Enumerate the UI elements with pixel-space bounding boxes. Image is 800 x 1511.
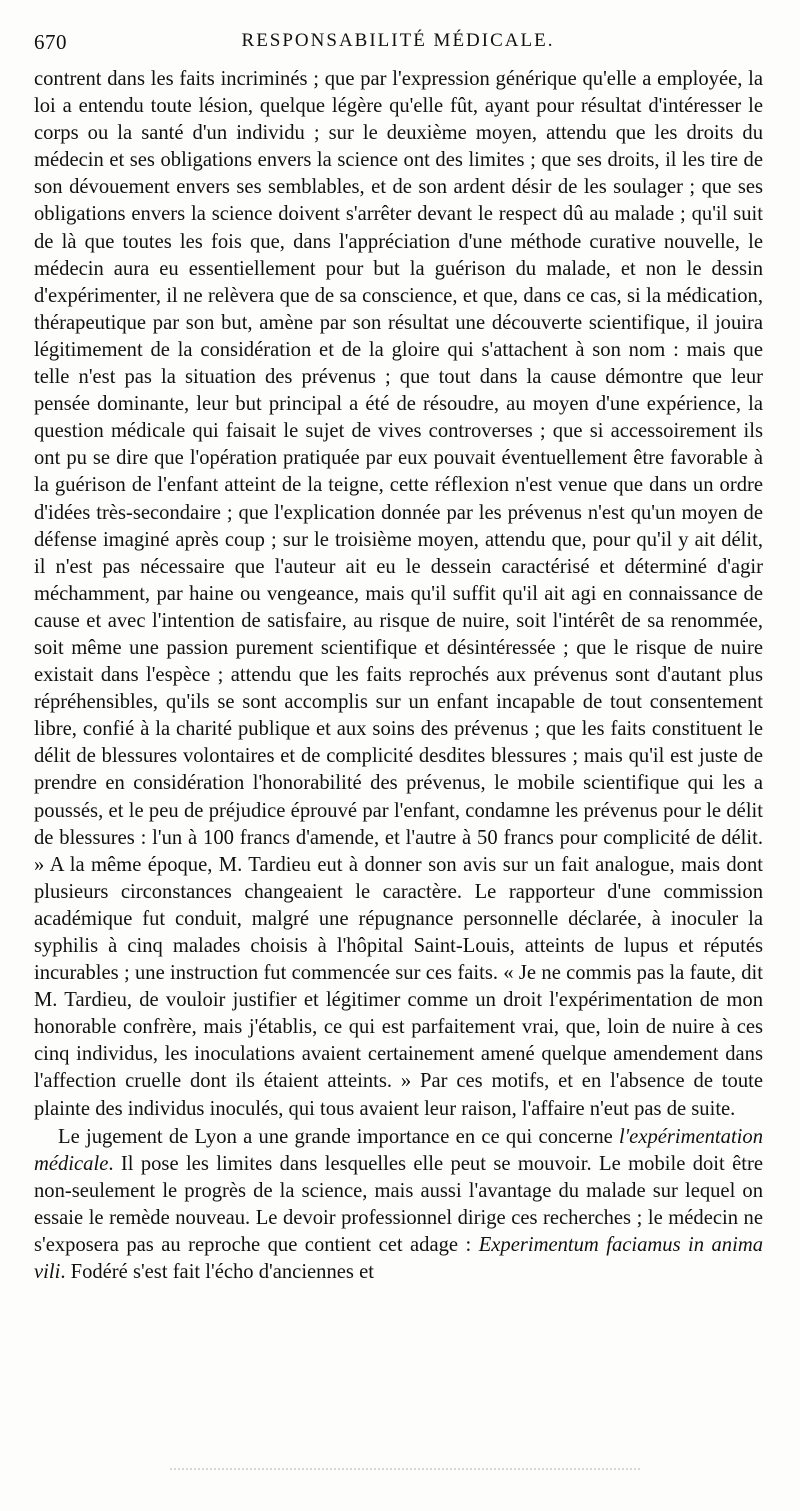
paragraph-2-text-3: . Fodéré s'est fait l'écho d'anciennes et	[60, 1261, 374, 1284]
page-body	[34, 66, 763, 1286]
paragraph-2-text-1: Le jugement de Lyon a une grande importance en ce qui concerne	[58, 1125, 620, 1148]
paragraph-1: contrent dans les faits incriminés ; que par l'expression générique qu'elle a employée, la loi a entendu toute lésion, quelque légère qu'elle fût, ayant pour résultat d'intéresser le corps ou la santé d'un individu ; sur le deuxième moyen, attendu que les droits du médecin et ses obligations envers la science ont des limites ; que ses droits, il les tire de son dévouement envers ses semblables, et de son ardent désir de les soulager ; que ses obligations envers la science doivent s'arrêter devant le respect dû au malade ; qu'il suit de là que toutes les fois que, dans l'appréciation d'une méthode curative nouvelle, le médecin aura eu essentiellement pour but la guérison du malade, et non le dessin d'expérimenter, il ne relèvera que de sa conscience, et que, dans ce cas, si la médication, thérapeutique par son but, amène par son résultat une découverte scientifique, il jouira légitimement de la considération et de la gloire qui s'attachent à son nom : mais que telle n'est pas la situation des prévenus ; que tout dans la cause démontre que leur pensée dominante, leur but principal a été de résoudre, au moyen d'une expérience, la question médicale qui faisait le sujet de vives controverses ; que si accessoirement ils ont pu se dire que l'opération pratiquée par eux pouvait éventuellement être favorable à la guérison de l'enfant atteint de la teigne, cette réflexion n'est venue que dans un ordre d'idées très-secondaire ; que l'explication donnée par les prévenus n'est qu'un moyen de défense imaginé après coup ; sur le troisième moyen, attendu que, pour qu'il y ait délit, il n'est pas nécessaire que l'auteur ait eu le dessein caractérisé et déterminé d'agir méchamment, par haine ou vengeance, mais qu'il suffit qu'il ait agi en connaissance de cause et avec l'intention de satisfaire, au risque de nuire, soit l'intérêt de sa renommée, soit même une passion purement scientifique et désintéressée ; que le risque de nuire existait dans l'espèce ; attendu que les faits reprochés aux prévenus sont d'autant plus répréhensibles, qu'ils se sont accomplis sur un enfant incapable de tout consentement libre, confié à la charité publique et aux soins des prévenus ; que les faits constituent le délit de blessures volontaires et de complicité desdites blessures ; mais qu'il est juste de prendre en considération l'honorabilité des prévenus, le mobile scientifique qui les a poussés, et le peu de préjudice éprouvé par l'enfant, condamne les prévenus pour le délit de blessures : l'un à 100 francs d'amende, et l'autre à 50 francs pour complicité de délit. » A la même époque, M. Tardieu eut à donner son avis sur un fait analogue, mais dont plusieurs circonstances changeaient le caractère. Le rapporteur d'une commission académique fut conduit, malgré une répugnance personnelle déclarée, à inoculer la syphilis à cinq malades choisis à l'hôpital Saint-Louis, atteints de lupus et réputés incurables ; une instruction fut commencée sur ces faits. « Je ne commis pas la faute, dit M. Tardieu, de vouloir justifier et légitimer comme un droit l'expérimentation de mon honorable confrère, mais j'établis, ce qui est parfaitement vrai, que, loin de nuire à ces cinq individus, les inoculations avaient certainement amené quelque amendement dans l'affection cruelle dont ils étaient atteints. » Par ces motifs, et en l'absence de toute plainte des individus inoculés, qui tous avaient leur raison, l'affaire n'eut pas de suite.	[34, 68, 763, 1120]
paragraph-2-italic-2: Experimentum faciamus in anima vili	[34, 1234, 763, 1284]
page-number: 670	[34, 30, 67, 54]
paragraph-2	[34, 1124, 763, 1287]
paragraph-2-text-2: . Il pose les limites dans lesquelles elle peut se mouvoir. Le mobile doit être non-seulement le progrès de la science, mais aussi l'avantage du malade sur lequel on essaie le remède nouveau. Le devoir professionnel dirige ces recherches ; le médecin ne s'exposera pas au reproche que contient cet adage :	[34, 1152, 763, 1257]
running-title: RESPONSABILITÉ MÉDICALE.	[241, 30, 555, 51]
paragraph-2-italic-1: l'expérimentation médicale	[34, 1125, 763, 1175]
page-header	[34, 30, 762, 60]
scan-artifact-dots	[170, 1468, 640, 1474]
